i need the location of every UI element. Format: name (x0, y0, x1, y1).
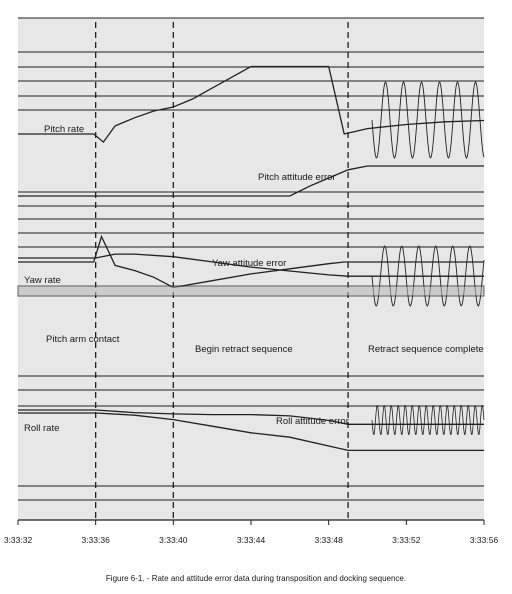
pitch-rate-label: Pitch rate (44, 124, 85, 135)
pitch-arm-contact-label: Pitch arm contact (46, 334, 120, 345)
yaw-noise-band (18, 286, 484, 296)
plot-background (18, 18, 484, 520)
x-tick-label: 3:33:56 (469, 535, 499, 545)
figure-caption: Figure 6-1. - Rate and attitude error data during transposition and docking sequence. (105, 574, 407, 583)
begin-retract-label: Begin retract sequence (195, 344, 293, 355)
yaw-rate-label: Yaw rate (24, 275, 61, 286)
pitch-attitude-error-label: Pitch attitude error (258, 172, 336, 183)
x-tick-label: 3:33:40 (159, 535, 188, 545)
x-tick-label: 3:33:48 (314, 535, 343, 545)
x-axis (4, 520, 499, 545)
retract-complete-label: Retract sequence complete (368, 344, 484, 355)
x-tick-label: 3:33:44 (236, 535, 266, 545)
x-tick-label: 3:33:52 (392, 535, 421, 545)
x-tick-label: 3:33:36 (81, 535, 110, 545)
roll-rate-label: Roll rate (24, 423, 60, 434)
x-tick-label: 3:33:32 (3, 535, 33, 545)
roll-attitude-error-label: Roll attitude error (276, 416, 349, 427)
yaw-attitude-error-label: Yaw attitude error (212, 258, 287, 269)
